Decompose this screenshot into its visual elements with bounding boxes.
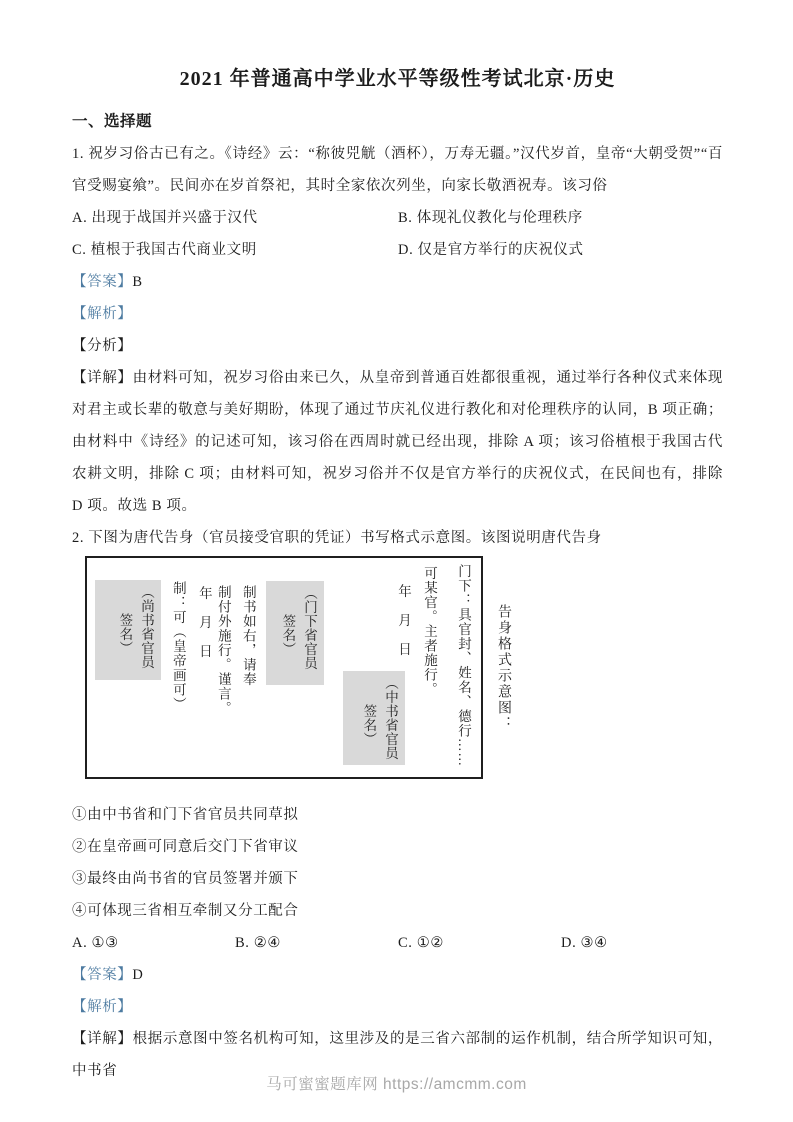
fig-sign-shangshusheng-text: （尚书省官员 xyxy=(139,585,154,669)
question-1-stem: 1. 祝岁习俗古已有之。《诗经》云：“称彼兕觥（酒杯），万寿无疆。”汉代岁首，皇帝“大朝受贺”“百官受赐宴飨”。民间亦在岁首祭祀，其时全家依次列坐，向家长敬酒祝寿。该习俗 xyxy=(72,146,723,194)
fig-col-menxia-head: 门下：具官封、姓名、德行…… xyxy=(456,564,471,767)
q2-statement-2: ②在皇帝画可同意后交门下省审议 xyxy=(72,839,299,855)
gaoshen-diagram-box xyxy=(85,556,483,779)
fig-sign-menxiasheng-text: （门下省官员 xyxy=(302,586,317,670)
q2-option-d: D. ③④ xyxy=(561,935,608,951)
fig-sign-zhongshusheng-signature: 签名） xyxy=(361,704,377,746)
site-watermark: 马可蜜蜜题库网 https://amcmm.com xyxy=(266,1076,527,1093)
page-title: 2021 年普通高中学业水平等级性考试北京·历史 xyxy=(179,68,616,90)
q1-detail-text: 由材料可知，祝岁习俗由来已久，从皇帝到普通百姓都很重视，通过举行各种仪式来体现对君主或长辈的敬意与美好期盼，体现了通过节庆礼仪进行教化和对伦理秩序的认同，B 项正确；由材料中《诗经》的记述可知，该习俗在西周时就已经出现，排除 A 项；该习俗植根于我国古代农耕文明，排除 C 项；由材料可知，祝岁习俗并不仅是官方举行的庆祝仪式，在民间也有，排除 D 项。故选 B 项。 xyxy=(72,370,723,514)
q1-option-c: C. 植根于我国古代商业文明 xyxy=(72,242,257,258)
fig-sign-menxiasheng xyxy=(266,581,324,685)
fig-col-date-1: 年 月 日 xyxy=(396,584,411,657)
q1-option-b: B. 体现礼仪教化与伦理秩序 xyxy=(398,210,583,226)
q2-jiexi-line xyxy=(72,991,723,1023)
q2-option-c: C. ①② xyxy=(398,935,444,951)
q2-statement-4: ④可体现三省相互牵制又分工配合 xyxy=(72,903,299,919)
xiangjie-marker: 【详解】 xyxy=(72,370,133,386)
q2-answer-line xyxy=(72,959,723,991)
q1-option-d: D. 仅是官方举行的庆祝仪式 xyxy=(398,242,584,258)
q1-jiexi-line xyxy=(72,298,723,330)
q1-answer-line xyxy=(72,266,723,298)
q2-detail-text: 根据示意图中签名机构可知，这里涉及的是三省六部制的运作机制，结合所学知识可知，中书省 xyxy=(72,1031,723,1079)
q1-detail-paragraph xyxy=(72,362,723,522)
answer-marker: 【答案】 xyxy=(72,274,133,290)
fig-col-kemouguan: 可某官。主者施行。 xyxy=(422,566,437,697)
q2-option-b: B. ②④ xyxy=(235,935,281,951)
question-1-options xyxy=(72,202,723,266)
figure-caption: 告身格式示意图： xyxy=(496,604,511,732)
jiexi-marker: 【解析】 xyxy=(72,306,133,322)
q2-option-a: A. ①③ xyxy=(72,935,119,951)
q2-statement-3: ③最终由尚书省的官员签署并颁下 xyxy=(72,871,299,887)
q1-answer-letter: B xyxy=(132,274,143,290)
q2-statement-1: ①由中书省和门下省官员共同草拟 xyxy=(72,807,299,823)
fenxi-marker: 【分析】 xyxy=(72,338,133,354)
fig-sign-menxiasheng-signature: 签名） xyxy=(280,614,296,656)
question-2-options xyxy=(72,927,723,959)
fig-col-zhifu: 制付外施行。谨言。 xyxy=(215,585,231,716)
fig-col-zhishu: 制书如右，请奉 xyxy=(240,585,256,687)
fig-sign-zhongshusheng xyxy=(343,671,405,765)
fig-sign-zhongshusheng-text: （中书省官员 xyxy=(383,676,398,760)
fig-col-zhike: 制：可（皇帝画可） xyxy=(170,581,186,712)
fig-sign-shangshusheng xyxy=(95,580,161,680)
question-2-stem: 2. 下图为唐代告身（官员接受官职的凭证）书写格式示意图。该图说明唐代告身 xyxy=(72,530,602,546)
xiangjie-marker-2: 【详解】 xyxy=(72,1031,133,1047)
q1-option-a: A. 出现于战国并兴盛于汉代 xyxy=(72,210,258,226)
fig-sign-shangshusheng-signature: 签名） xyxy=(117,613,133,655)
q2-figure xyxy=(85,556,615,781)
jiexi-marker-2: 【解析】 xyxy=(72,999,133,1015)
section-heading: 一、选择题 xyxy=(72,113,153,130)
fig-col-date-2: 年 月 日 xyxy=(196,586,212,659)
q2-answer-letter: D xyxy=(132,967,144,983)
answer-marker-2: 【答案】 xyxy=(72,967,133,983)
q1-fenxi-line xyxy=(72,330,723,362)
